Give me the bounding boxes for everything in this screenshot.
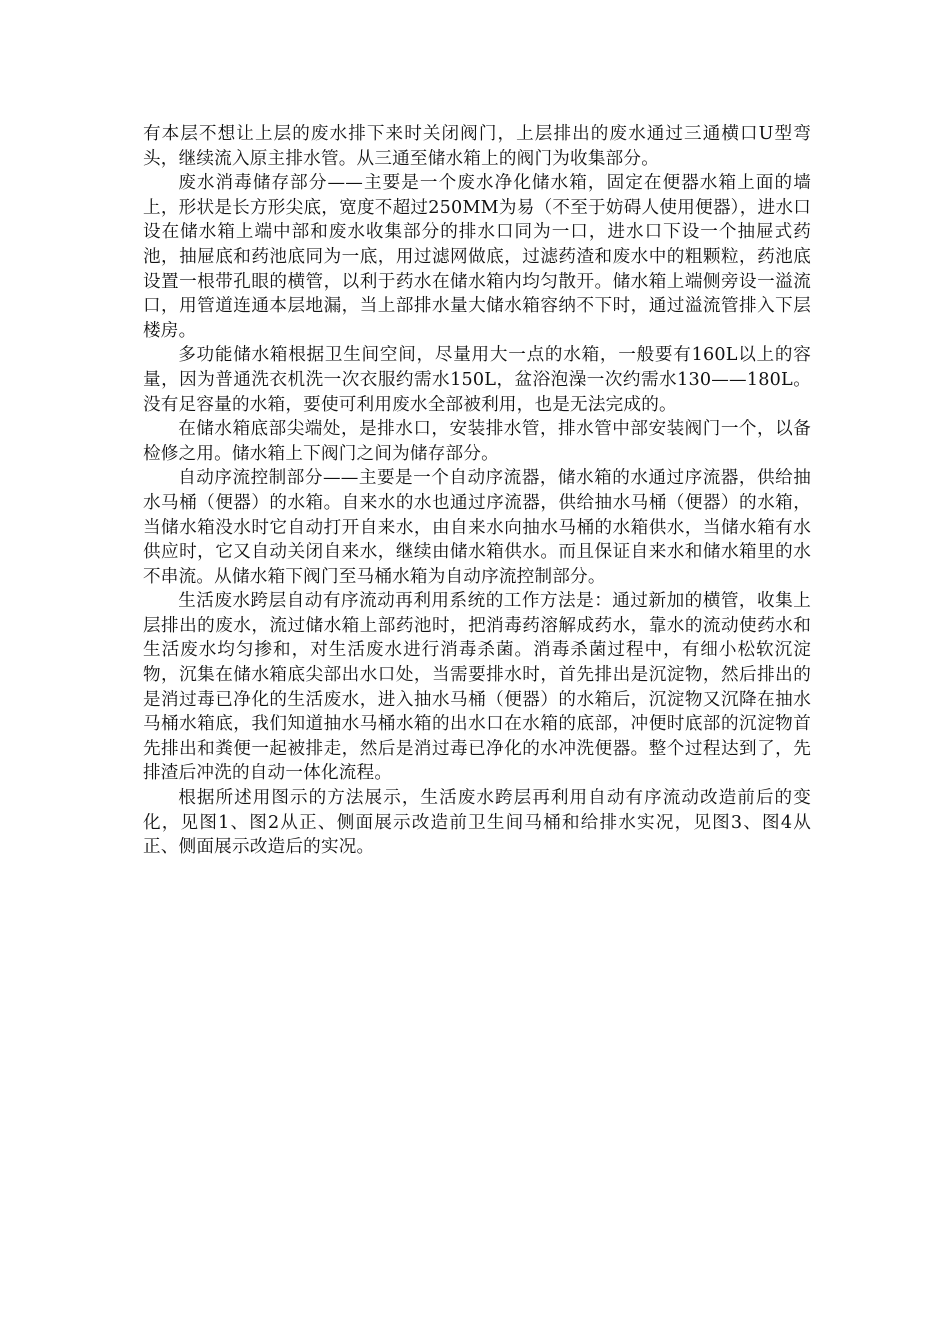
paragraph-figure-reference: 根据所述用图示的方法展示，生活废水跨层再利用自动有序流动改造前后的变化，见图1、图2从正、侧面展示改造前卫生间马桶和给排水实况，见图3、图4从正、侧面展示改造后的实况。 [143,788,811,858]
paragraph-continuation: 有本层不想让上层的废水排下来时关闭阀门，上层排出的废水通过三通横口U型弯头，继续流入原主排水管。从三通至储水箱上的阀门为收集部分。 [143,124,811,169]
paragraph-working-method: 生活废水跨层自动有序流动再利用系统的工作方法是：通过新加的横管，收集上层排出的废水，流过储水箱上部药池时，把消毒药溶解成药水，靠水的流动使药水和生活废水均匀掺和，对生活废水进行消毒杀菌。消毒杀菌过程中，有细小松软沉淀物，沉集在储水箱底尖部出水口处，当需要排水时，首先排出是沉淀物，然后排出的是消过毒已净化的生活废水，进入抽水马桶（便器）的水箱后，沉淀物又沉降在抽水马桶水箱底，我们知道抽水马桶水箱的出水口在水箱的底部，冲便时底部的沉淀物首先排出和粪便一起被排走，然后是消过毒已净化的水冲洗便器。整个过程达到了，先排渣后冲洗的自动一体化流程。 [143,591,811,784]
paragraph-tank-capacity: 多功能储水箱根据卫生间空间，尽量用大一点的水箱，一般要有160L以上的容量，因为普通洗衣机洗一次衣服约需水150L，盆浴泡澡一次约需水130——180L。没有足容量的水箱，要使可利用废水全部被利用，也是无法完成的。 [143,345,811,415]
paragraph-drain-outlet: 在储水箱底部尖端处，是排水口，安装排水管，排水管中部安装阀门一个，以备检修之用。储水箱上下阀门之间为储存部分。 [143,419,811,464]
paragraph-sequential-flow-control: 自动序流控制部分——主要是一个自动序流器，储水箱的水通过序流器，供给抽水马桶（便器）的水箱。自来水的水也通过序流器，供给抽水马桶（便器）的水箱，当储水箱没水时它自动打开自来水，由自来水向抽水马桶的水箱供水，当储水箱有水供应时，它又自动关闭自来水，继续由储水箱供水。而且保证自来水和储水箱里的水不串流。从储水箱下阀门至马桶水箱为自动序流控制部分。 [143,468,811,587]
paragraph-disinfection-storage: 废水消毒储存部分——主要是一个废水净化储水箱，固定在便器水箱上面的墙上，形状是长方形尖底，宽度不超过250MM为易（不至于妨碍人使用便器），进水口设在储水箱上端中部和废水收集部分的排水口同为一口，进水口下设一个抽屉式药池，抽屉底和药池底同为一底，用过滤网做底，过滤药渣和废水中的粗颗粒，药池底设置一根带孔眼的横管，以利于药水在储水箱内均匀散开。储水箱上端侧旁设一溢流口，用管道连通本层地漏，当上部排水量大储水箱容纳不下时，通过溢流管排入下层楼房。 [143,173,811,341]
body-text [143,122,811,860]
